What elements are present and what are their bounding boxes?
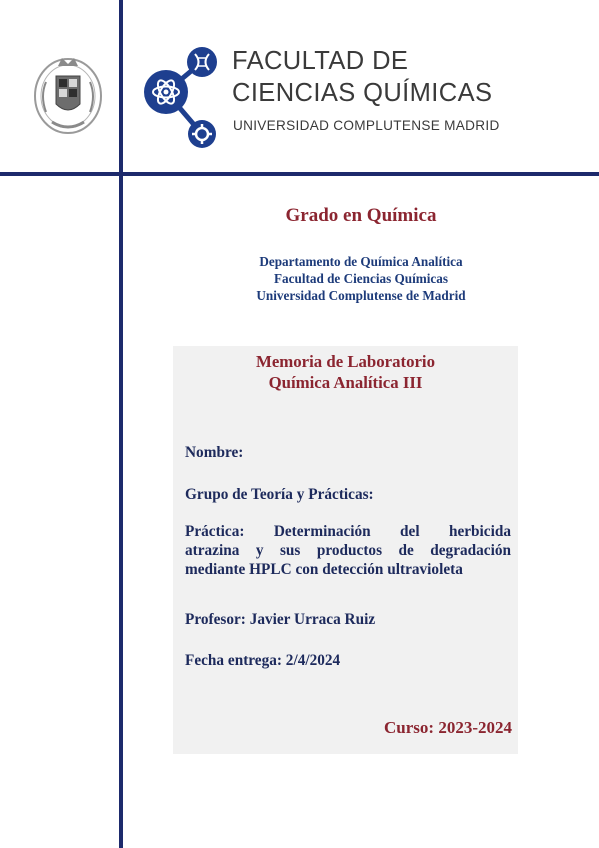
horizontal-rule	[0, 172, 599, 176]
profesor-field: Profesor: Javier Urraca Ruiz	[185, 611, 376, 628]
fecha-field: Fecha entrega: 2/4/2024	[185, 652, 341, 669]
course-year: Curso: 2023-2024	[384, 718, 512, 737]
university-line: Universidad Complutense de Madrid	[256, 288, 466, 303]
practica-line2: atrazina y sus productos de degradación	[185, 542, 511, 559]
department-line: Departamento de Química Analítica	[259, 254, 463, 269]
faculty-title-line2: CIENCIAS QUÍMICAS	[232, 79, 493, 107]
practica-line1: Práctica: Determinación del herbicida	[185, 523, 511, 540]
university-name: UNIVERSIDAD COMPLUTENSE MADRID	[233, 118, 500, 133]
chemistry-molecule-logo-icon	[140, 44, 230, 154]
nombre-field: Nombre:	[185, 444, 244, 461]
report-title	[173, 351, 518, 393]
faculty-title-line1: FACULTAD DE	[232, 47, 409, 75]
department-block	[123, 253, 599, 304]
report-title-line1: Memoria de Laboratorio	[256, 352, 435, 371]
report-title-line2: Química Analítica III	[268, 373, 423, 392]
report-info-box	[173, 346, 518, 754]
vertical-rule	[119, 0, 123, 848]
grupo-field: Grupo de Teoría y Prácticas:	[185, 486, 374, 503]
faculty-title	[232, 45, 562, 109]
faculty-line: Facultad de Ciencias Químicas	[273, 271, 448, 286]
practica-line3: mediante HPLC con detección ultravioleta	[185, 561, 463, 578]
practica-field	[185, 522, 511, 579]
degree-title: Grado en Química	[285, 205, 437, 226]
university-crest-icon	[32, 52, 104, 136]
